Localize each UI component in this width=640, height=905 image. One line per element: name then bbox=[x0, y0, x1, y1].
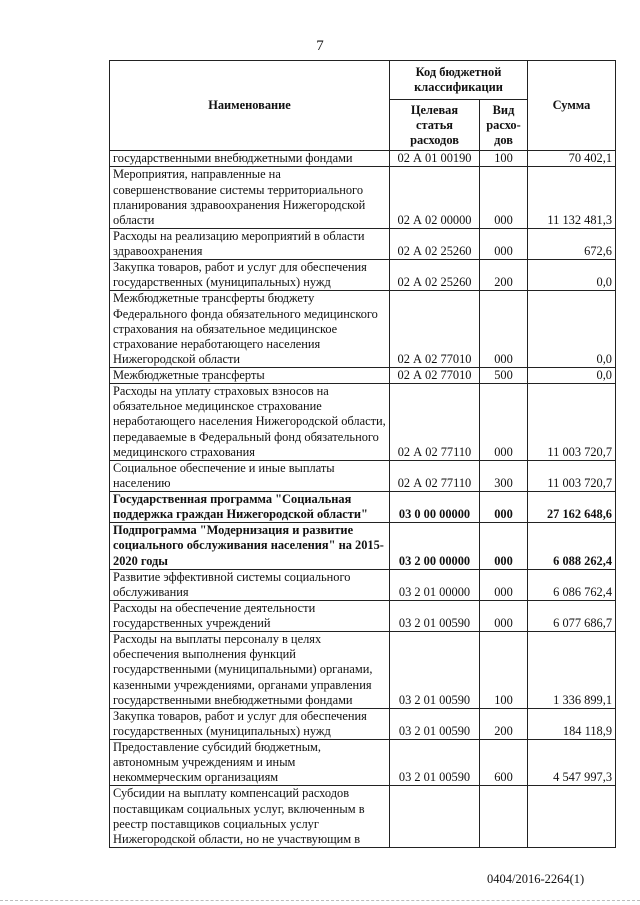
row-code: 03 2 01 00590 bbox=[390, 600, 480, 631]
row-name: государственными внебюджетными фондами bbox=[110, 151, 390, 167]
row-name: Межбюджетные трансферты бюджету Федерального фонда обязательного медицинского страхования на обязательное медицинское страхование неработающего населения Нижегородской области bbox=[110, 291, 390, 368]
row-name: Расходы на уплату страховых взносов на обязательное медицинское страхование неработающего населения Нижегородской области, передаваемые в Федеральный фонд обязательного медицинского страхования bbox=[110, 384, 390, 461]
row-code: 02 А 02 77010 bbox=[390, 368, 480, 384]
row-name: Развитие эффективной системы социального обслуживания bbox=[110, 569, 390, 600]
row-name: Подпрограмма "Модернизация и развитие социального обслуживания населения" на 2015-2020 годы bbox=[110, 523, 390, 569]
row-name: Межбюджетные трансферты bbox=[110, 368, 390, 384]
row-name: Субсидии на выплату компенсаций расходов поставщикам социальных услуг, включенным в реестр поставщиков социальных услуг Нижегородской области, но не участвующим в bbox=[110, 786, 390, 848]
row-sum: 0,0 bbox=[528, 368, 616, 384]
row-code: 03 2 01 00590 bbox=[390, 740, 480, 786]
table-row bbox=[110, 786, 616, 848]
row-type: 000 bbox=[480, 492, 528, 523]
row-code: 03 2 01 00590 bbox=[390, 632, 480, 709]
table-row bbox=[110, 260, 616, 291]
row-code: 02 А 02 77110 bbox=[390, 460, 480, 491]
table-row bbox=[110, 708, 616, 739]
row-type: 300 bbox=[480, 460, 528, 491]
row-name: Закупка товаров, работ и услуг для обеспечения государственных (муниципальных) нужд bbox=[110, 260, 390, 291]
table-body bbox=[110, 151, 616, 848]
row-name: Расходы на обеспечение деятельности государственных учреждений bbox=[110, 600, 390, 631]
row-type: 200 bbox=[480, 260, 528, 291]
header-target-article: Целевая статья расходов bbox=[390, 100, 480, 151]
row-name: Расходы на реализацию мероприятий в области здравоохранения bbox=[110, 228, 390, 259]
row-type: 200 bbox=[480, 708, 528, 739]
table-row bbox=[110, 523, 616, 569]
table-row bbox=[110, 384, 616, 461]
row-name: Мероприятия, направленные на совершенствование системы территориального планирования здравоохранения Нижегородской области bbox=[110, 167, 390, 229]
row-code: 03 2 01 00590 bbox=[390, 708, 480, 739]
budget-table bbox=[109, 60, 616, 848]
document-code: 0404/2016-2264(1) bbox=[487, 872, 585, 886]
row-sum: 11 003 720,7 bbox=[528, 460, 616, 491]
table-row bbox=[110, 167, 616, 229]
row-code: 03 0 00 00000 bbox=[390, 492, 480, 523]
row-type: 100 bbox=[480, 151, 528, 167]
row-type: 000 bbox=[480, 167, 528, 229]
row-type: 000 bbox=[480, 384, 528, 461]
row-code bbox=[390, 786, 480, 848]
header-sum: Сумма bbox=[528, 61, 616, 151]
row-sum: 672,6 bbox=[528, 228, 616, 259]
row-name: Социальное обеспечение и иные выплаты населению bbox=[110, 460, 390, 491]
row-sum: 70 402,1 bbox=[528, 151, 616, 167]
row-code: 02 А 02 77010 bbox=[390, 291, 480, 368]
row-sum: 11 132 481,3 bbox=[528, 167, 616, 229]
table-row bbox=[110, 632, 616, 709]
table-row bbox=[110, 151, 616, 167]
row-type: 000 bbox=[480, 600, 528, 631]
row-sum bbox=[528, 786, 616, 848]
row-sum: 1 336 899,1 bbox=[528, 632, 616, 709]
page-number: 7 bbox=[316, 38, 324, 54]
row-code: 02 А 02 77110 bbox=[390, 384, 480, 461]
row-code: 02 А 02 00000 bbox=[390, 167, 480, 229]
row-sum: 11 003 720,7 bbox=[528, 384, 616, 461]
page-edge bbox=[0, 900, 640, 903]
row-type: 500 bbox=[480, 368, 528, 384]
row-name: Закупка товаров, работ и услуг для обеспечения государственных (муниципальных) нужд bbox=[110, 708, 390, 739]
row-code: 02 А 02 25260 bbox=[390, 260, 480, 291]
table-row bbox=[110, 740, 616, 786]
row-sum: 4 547 997,3 bbox=[528, 740, 616, 786]
row-sum: 6 077 686,7 bbox=[528, 600, 616, 631]
row-code: 03 2 00 00000 bbox=[390, 523, 480, 569]
row-code: 03 2 01 00000 bbox=[390, 569, 480, 600]
table-row bbox=[110, 460, 616, 491]
row-type: 000 bbox=[480, 228, 528, 259]
row-type: 000 bbox=[480, 291, 528, 368]
row-name: Государственная программа "Социальная поддержка граждан Нижегородской области" bbox=[110, 492, 390, 523]
row-sum: 0,0 bbox=[528, 260, 616, 291]
table-row bbox=[110, 569, 616, 600]
row-sum: 184 118,9 bbox=[528, 708, 616, 739]
table-row bbox=[110, 291, 616, 368]
table-row bbox=[110, 492, 616, 523]
row-name: Предоставление субсидий бюджетным, автономным учреждениям и иным некоммерческим организациям bbox=[110, 740, 390, 786]
row-code: 02 А 02 25260 bbox=[390, 228, 480, 259]
table-row bbox=[110, 600, 616, 631]
row-name: Расходы на выплаты персоналу в целях обеспечения выполнения функций государственными (муниципальными) органами, казенными учреждениями, органами управления государственными внебюджетными фондами bbox=[110, 632, 390, 709]
row-type: 000 bbox=[480, 523, 528, 569]
row-sum: 0,0 bbox=[528, 291, 616, 368]
row-sum: 6 086 762,4 bbox=[528, 569, 616, 600]
row-type: 600 bbox=[480, 740, 528, 786]
row-type: 000 bbox=[480, 569, 528, 600]
table-header bbox=[110, 61, 616, 151]
header-name: Наименование bbox=[110, 61, 390, 151]
row-type bbox=[480, 786, 528, 848]
header-expense-type: Вид расхо-дов bbox=[480, 100, 528, 151]
header-budget-code: Код бюджетной классификации bbox=[390, 61, 528, 100]
row-sum: 27 162 648,6 bbox=[528, 492, 616, 523]
row-type: 100 bbox=[480, 632, 528, 709]
table-row bbox=[110, 228, 616, 259]
table-row bbox=[110, 368, 616, 384]
row-sum: 6 088 262,4 bbox=[528, 523, 616, 569]
row-code: 02 А 01 00190 bbox=[390, 151, 480, 167]
